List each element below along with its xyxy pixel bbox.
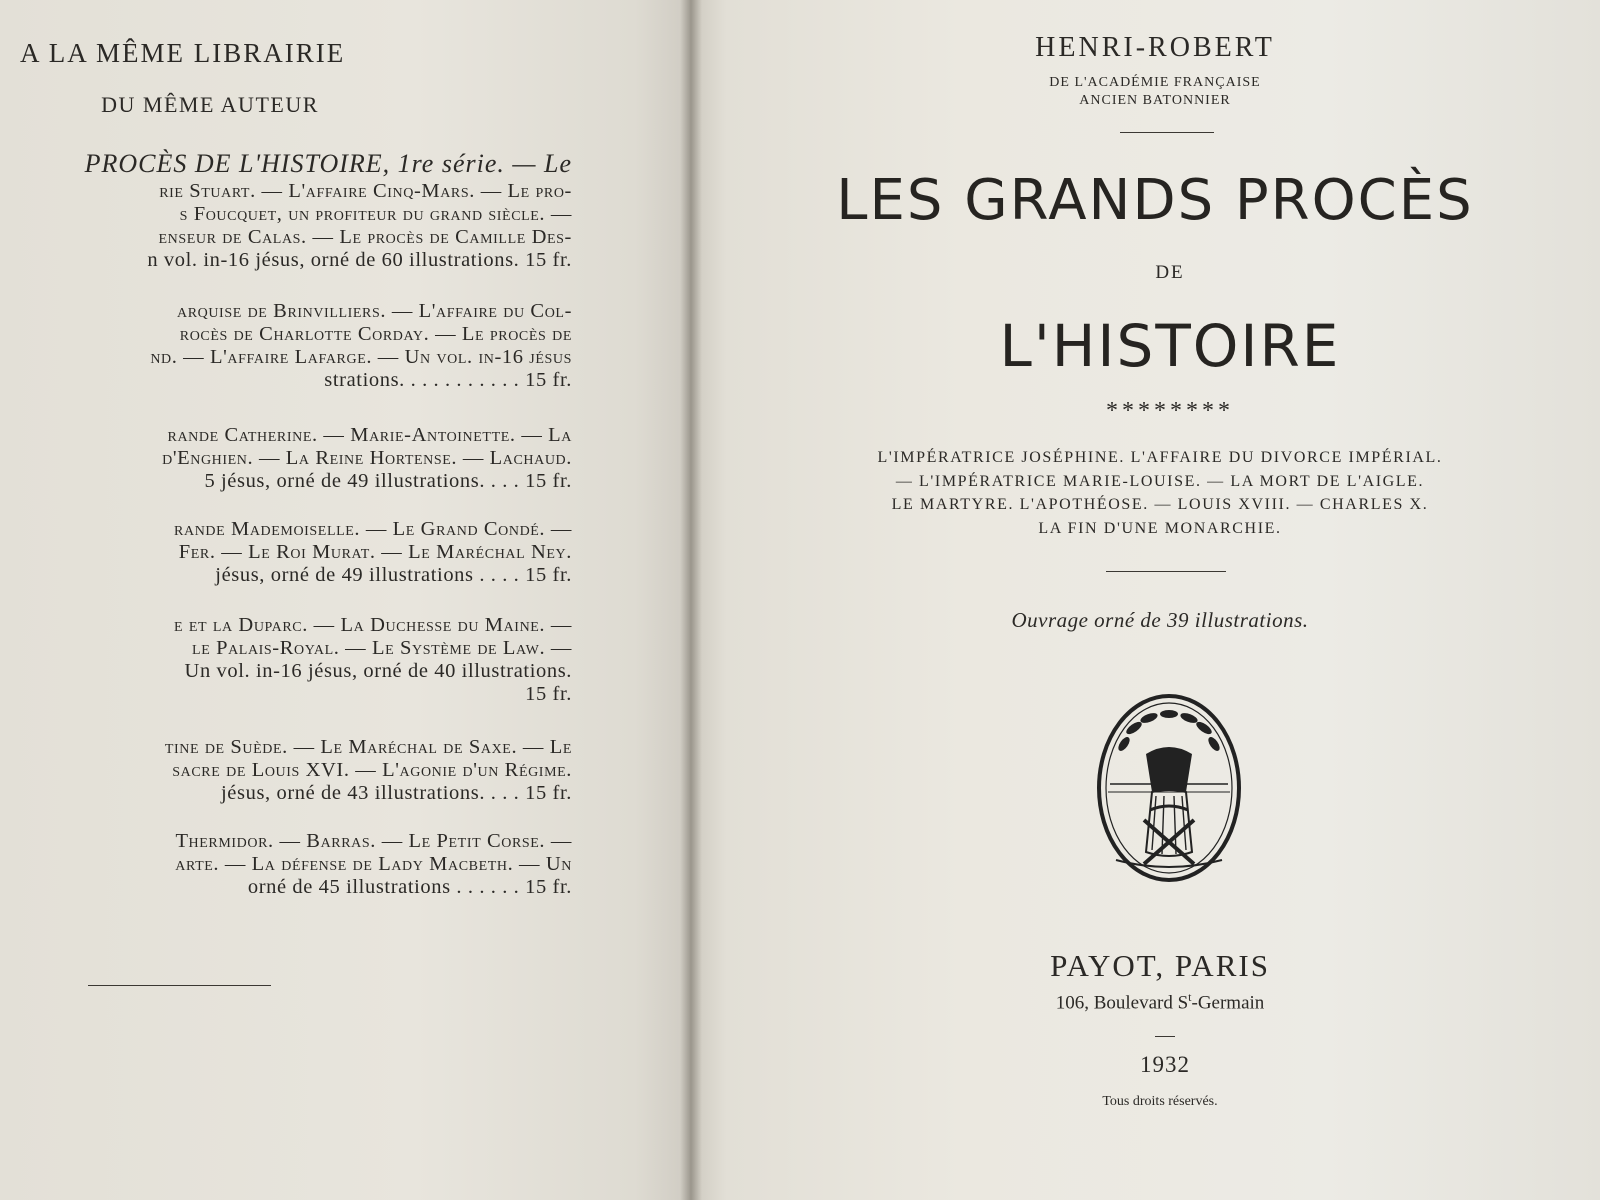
left-page-heading: A LA MÊME LIBRAIRIE — [20, 38, 346, 68]
publisher-mark-icon — [1094, 692, 1244, 884]
illustrations-note: Ouvrage orné de 39 illustrations. — [1011, 608, 1309, 632]
entry-line: e et la Duparc. — La Duchesse du Maine. — — [173, 614, 572, 636]
entry-line: jésus, orné de 49 illustrations . . . . 15 fr. — [215, 564, 572, 586]
entry-line: le Palais-Royal. — Le Système de Law. — — [192, 637, 572, 659]
entry-line: Un vol. in-16 jésus, orné de 40 illustrations. — [184, 660, 572, 682]
publication-year: 1932 — [1140, 1052, 1190, 1077]
entry-line: d'Enghien. — La Reine Hortense. — Lachaud. — [162, 447, 572, 469]
entry-line: rande Mademoiselle. — Le Grand Condé. — — [174, 518, 572, 540]
entry-line: arquise de Brinvilliers. — L'affaire du Col- — [176, 300, 572, 322]
series-marker: ******** — [1106, 398, 1234, 424]
entry-line: rie Stuart. — L'affaire Cinq-Mars. — Le pro- — [159, 180, 572, 202]
address-prefix: 106, Boulevard S — [1055, 992, 1189, 1014]
book-entry — [0, 830, 572, 899]
divider-rule — [1106, 571, 1226, 572]
entry-line: rocès de Charlotte Corday. — Le procès de — [179, 323, 572, 345]
entry-line: strations. . . . . . . . . . . 15 fr. — [324, 369, 572, 391]
contents-line: — L'IMPÉRATRICE MARIE-LOUISE. — LA MORT DE L'AIGLE. — [895, 472, 1425, 490]
book-entry — [0, 518, 572, 587]
contents-summary — [830, 446, 1490, 540]
divider-rule — [1120, 132, 1214, 133]
publisher-name: PAYOT, PARIS — [1050, 948, 1270, 983]
author-name: HENRI-ROBERT — [1035, 32, 1275, 63]
contents-line: L'IMPÉRATRICE JOSÉPHINE. L'AFFAIRE DU DIVORCE IMPÉRIAL. — [877, 449, 1443, 466]
entry-line: Thermidor. — Barras. — Le Petit Corse. — — [175, 830, 572, 852]
entry-line: jésus, orné de 43 illustrations. . . . 15 fr. — [221, 782, 572, 804]
entry-line: n vol. in-16 jésus, orné de 60 illustrations. 15 fr. — [147, 249, 572, 271]
contents-line: LA FIN D'UNE MONARCHIE. — [1038, 519, 1282, 537]
book-entry — [0, 614, 572, 706]
entry-line: 5 jésus, orné de 49 illustrations. . . . 15 fr. — [204, 470, 572, 492]
entry-line: tine de Suède. — Le Maréchal de Saxe. — Le — [164, 736, 572, 758]
entry-line: PROCÈS DE L'HISTOIRE, 1re série. — Le — [84, 149, 572, 178]
address-superscript: t — [1188, 990, 1192, 1004]
book-gutter — [680, 0, 702, 1200]
left-page — [0, 0, 690, 1200]
entry-line: orné de 45 illustrations . . . . . . 15 fr. — [247, 876, 572, 898]
rights-notice: Tous droits réservés. — [1102, 1094, 1218, 1109]
entry-line: rande Catherine. — Marie-Antoinette. — La — [167, 424, 572, 446]
divider-rule — [88, 985, 271, 986]
entry-line: Fer. — Le Roi Murat. — Le Maréchal Ney. — [178, 541, 572, 563]
title-connector: DE — [1155, 262, 1185, 283]
entry-line: 15 fr. — [525, 683, 572, 705]
contents-line: LE MARTYRE. L'APOTHÉOSE. — LOUIS XVIII. — CHARLES X. — [891, 496, 1429, 513]
affiliation-line: ANCIEN BATONNIER — [1079, 93, 1231, 108]
book-entry — [0, 300, 572, 392]
book-entry — [0, 148, 572, 272]
publisher-address — [990, 990, 1330, 1014]
book-entry — [0, 736, 572, 805]
book-title-line-2: L'HISTOIRE — [999, 312, 1341, 380]
book-title: LES GRANDS PROCÈS — [836, 168, 1474, 233]
left-page-subheading: DU MÊME AUTEUR — [101, 92, 319, 117]
entry-line: arte. — La défense de Lady Macbeth. — Un — [175, 853, 572, 875]
entry-line: enseur de Calas. — Le procès de Camille Des- — [158, 226, 572, 248]
entry-line: nd. — L'affaire Lafarge. — Un vol. in-16 jésus — [150, 346, 572, 368]
author-affiliation — [1000, 74, 1310, 110]
divider-dash — [1155, 1036, 1175, 1037]
entry-line: sacre de Louis XVI. — L'agonie d'un Régime. — [172, 759, 572, 781]
entry-line: s Foucquet, un profiteur du grand siècle. — — [179, 203, 572, 225]
address-suffix: -Germain — [1191, 992, 1265, 1014]
book-entry — [0, 424, 572, 493]
affiliation-line: DE L'ACADÉMIE FRANÇAISE — [1049, 75, 1261, 90]
